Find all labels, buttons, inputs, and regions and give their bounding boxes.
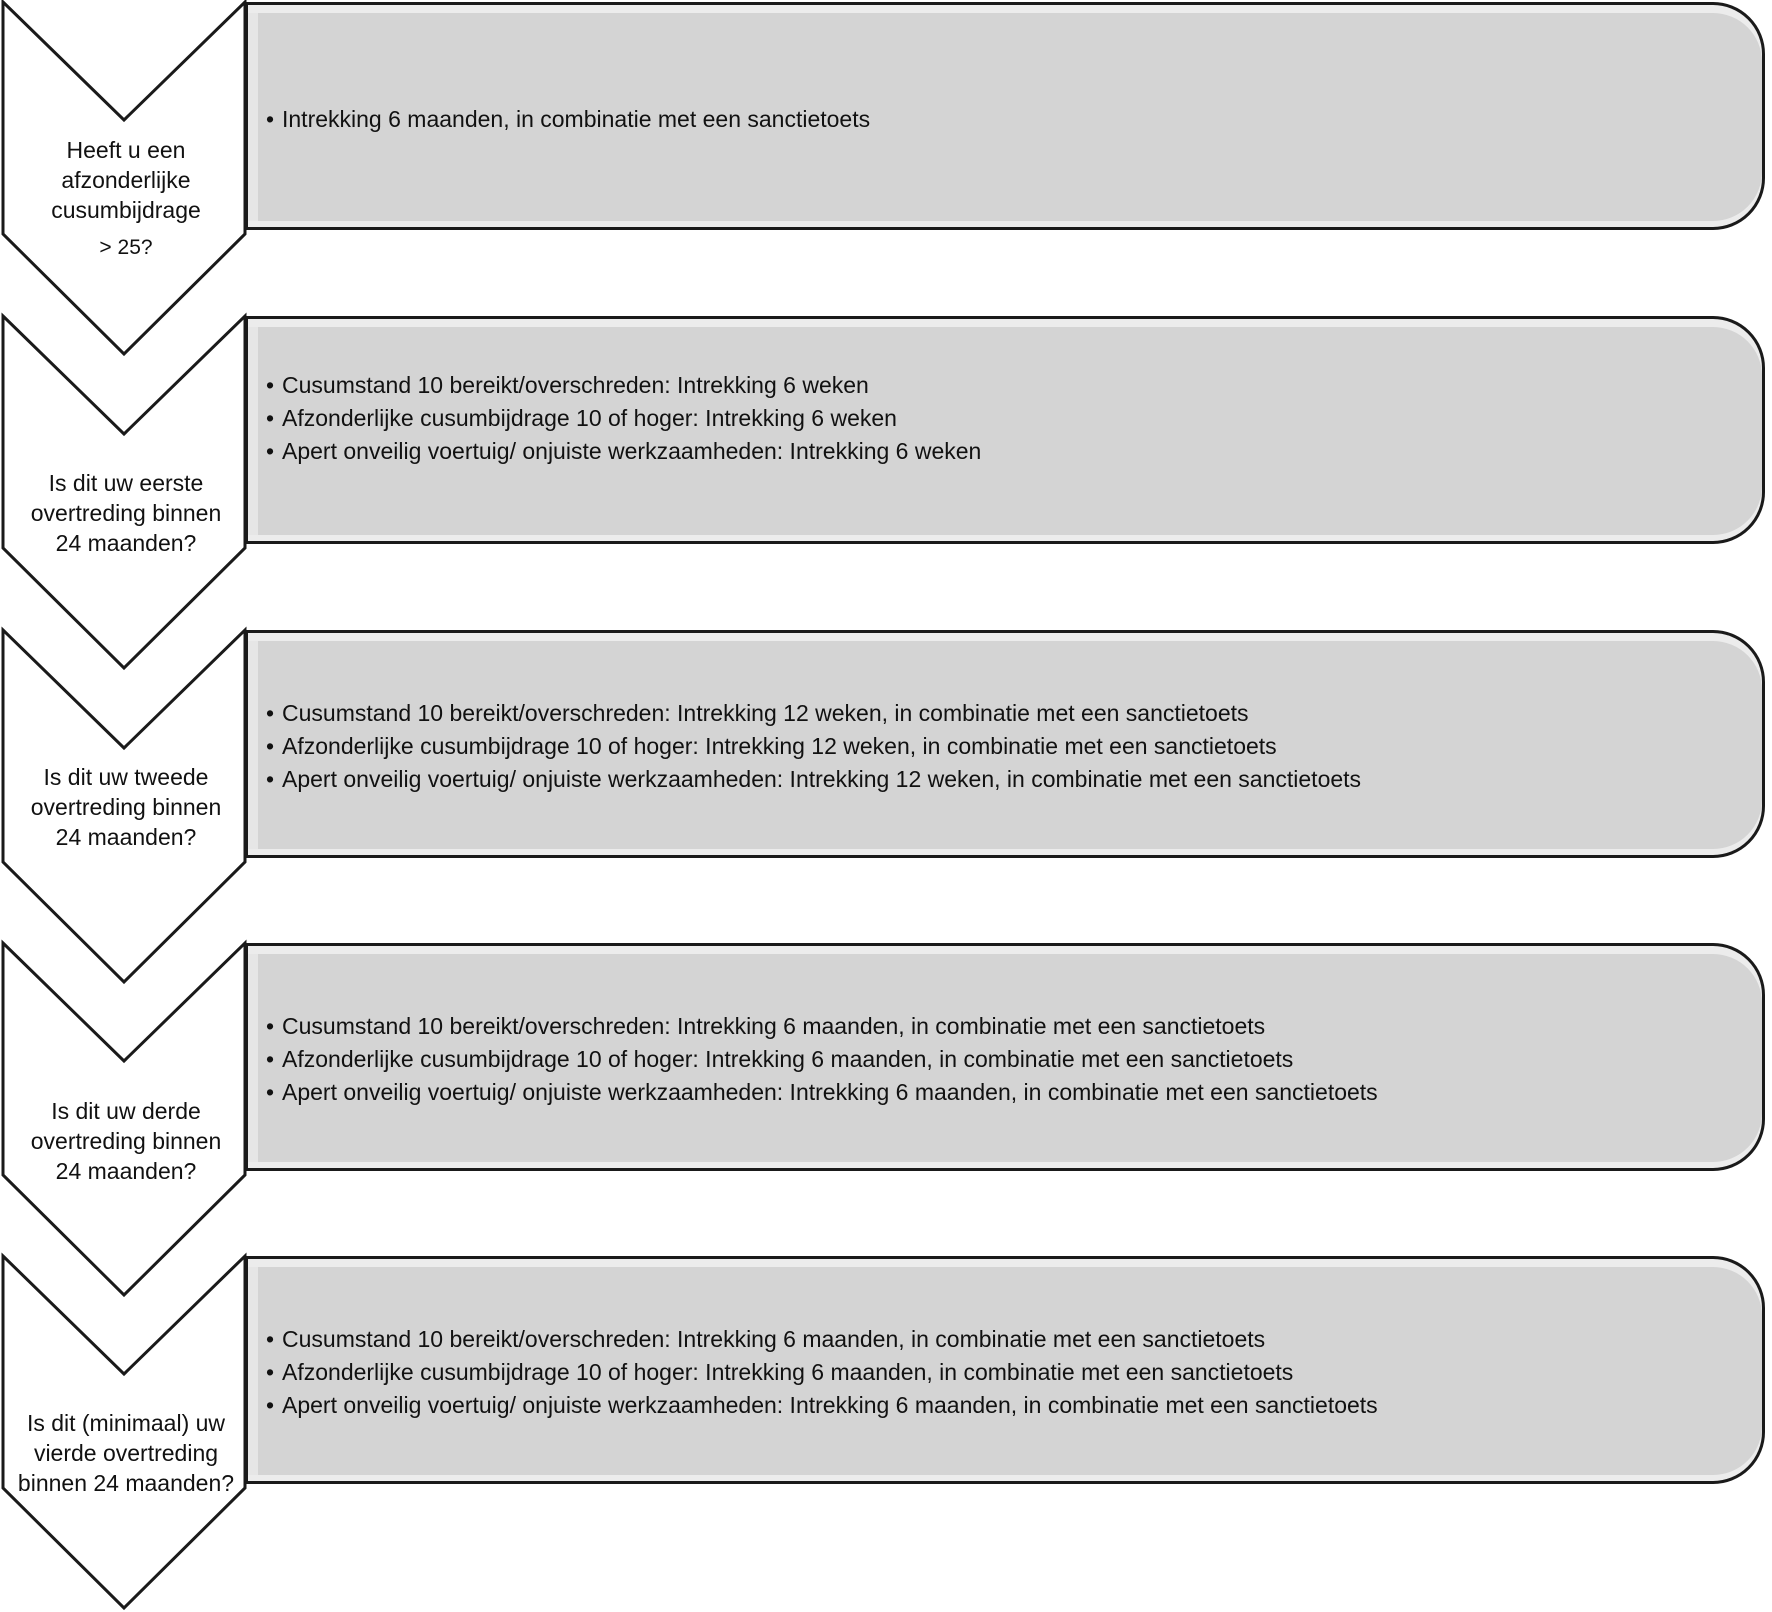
step-5-item-3: • Apert onveilig voertuig/ onjuiste werkzaamheden: Intrekking 6 maanden, in combinatie met een sanctietoets [266,1389,1742,1422]
bullet-icon: • [266,372,275,398]
step-5-question-line-3: binnen 24 maanden? [17,1470,235,1496]
step-4-question-line-1: Is dit uw derde [51,1098,201,1124]
bullet-icon: • [266,1046,275,1072]
step-4-question-line-2: overtreding binnen [30,1128,222,1154]
step-1-question-line-3: cusumbijdrage [51,197,201,223]
bullet-icon: • [266,405,275,431]
bullet-icon: • [266,1392,275,1418]
step-2-box [245,316,1765,544]
step-1-box [245,2,1765,230]
step-1-item-1: • Intrekking 6 maanden, in combinatie met een sanctietoets [266,103,1742,136]
step-3-question [8,762,244,852]
step-2-item-2: • Afzonderlijke cusumbijdrage 10 of hoger: Intrekking 6 weken [266,402,1742,435]
step-5-box [245,1256,1765,1484]
step-2-item-3: • Apert onveilig voertuig/ onjuiste werkzaamheden: Intrekking 6 weken [266,435,1742,468]
step-5-question-line-2: vierde overtreding [33,1440,219,1466]
step-5-item-1: • Cusumstand 10 bereikt/overschreden: Intrekking 6 maanden, in combinatie met een sanctietoets [266,1323,1742,1356]
bullet-icon: • [266,1013,275,1039]
step-5-question [8,1408,244,1498]
bullet-icon: • [266,1326,275,1352]
step-2-question-line-3: 24 maanden? [55,530,197,556]
bullet-icon: • [266,766,275,792]
step-3-question-line-1: Is dit uw tweede [43,764,209,790]
step-4-question-line-3: 24 maanden? [55,1158,197,1184]
step-3-question-line-3: 24 maanden? [55,824,197,850]
bullet-icon: • [266,1079,275,1105]
step-4-item-3: • Apert onveilig voertuig/ onjuiste werkzaamheden: Intrekking 6 maanden, in combinatie met een sanctietoets [266,1076,1742,1109]
step-3-question-line-2: overtreding binnen [30,794,222,820]
step-5-question-line-1: Is dit (minimaal) uw [26,1410,226,1436]
step-1-question-line-2: afzonderlijke [61,167,191,193]
step-2-question-line-2: overtreding binnen [30,500,222,526]
step-4-item-1: • Cusumstand 10 bereikt/overschreden: Intrekking 6 maanden, in combinatie met een sanctietoets [266,1010,1742,1043]
step-1-question-line-1: Heeft u een [66,137,186,163]
step-3-box [245,630,1765,858]
step-4-question [8,1096,244,1186]
step-2-item-1: • Cusumstand 10 bereikt/overschreden: Intrekking 6 weken [266,369,1742,402]
step-1-question-line-4: > 25? [99,236,153,259]
step-4-item-2: • Afzonderlijke cusumbijdrage 10 of hoger: Intrekking 6 maanden, in combinatie met een sanctietoets [266,1043,1742,1076]
bullet-icon: • [266,106,275,132]
bullet-icon: • [266,1359,275,1385]
step-1-question [8,135,244,263]
step-5-item-2: • Afzonderlijke cusumbijdrage 10 of hoger: Intrekking 6 maanden, in combinatie met een sanctietoets [266,1356,1742,1389]
step-2-question-line-1: Is dit uw eerste [48,470,204,496]
bullet-icon: • [266,438,275,464]
bullet-icon: • [266,733,275,759]
step-3-item-2: • Afzonderlijke cusumbijdrage 10 of hoger: Intrekking 12 weken, in combinatie met een sanctietoets [266,730,1742,763]
step-2-question [8,468,244,558]
step-3-item-1: • Cusumstand 10 bereikt/overschreden: Intrekking 12 weken, in combinatie met een sanctietoets [266,697,1742,730]
step-3-item-3: • Apert onveilig voertuig/ onjuiste werkzaamheden: Intrekking 12 weken, in combinatie met een sanctietoets [266,763,1742,796]
step-4-box [245,943,1765,1171]
bullet-icon: • [266,700,275,726]
